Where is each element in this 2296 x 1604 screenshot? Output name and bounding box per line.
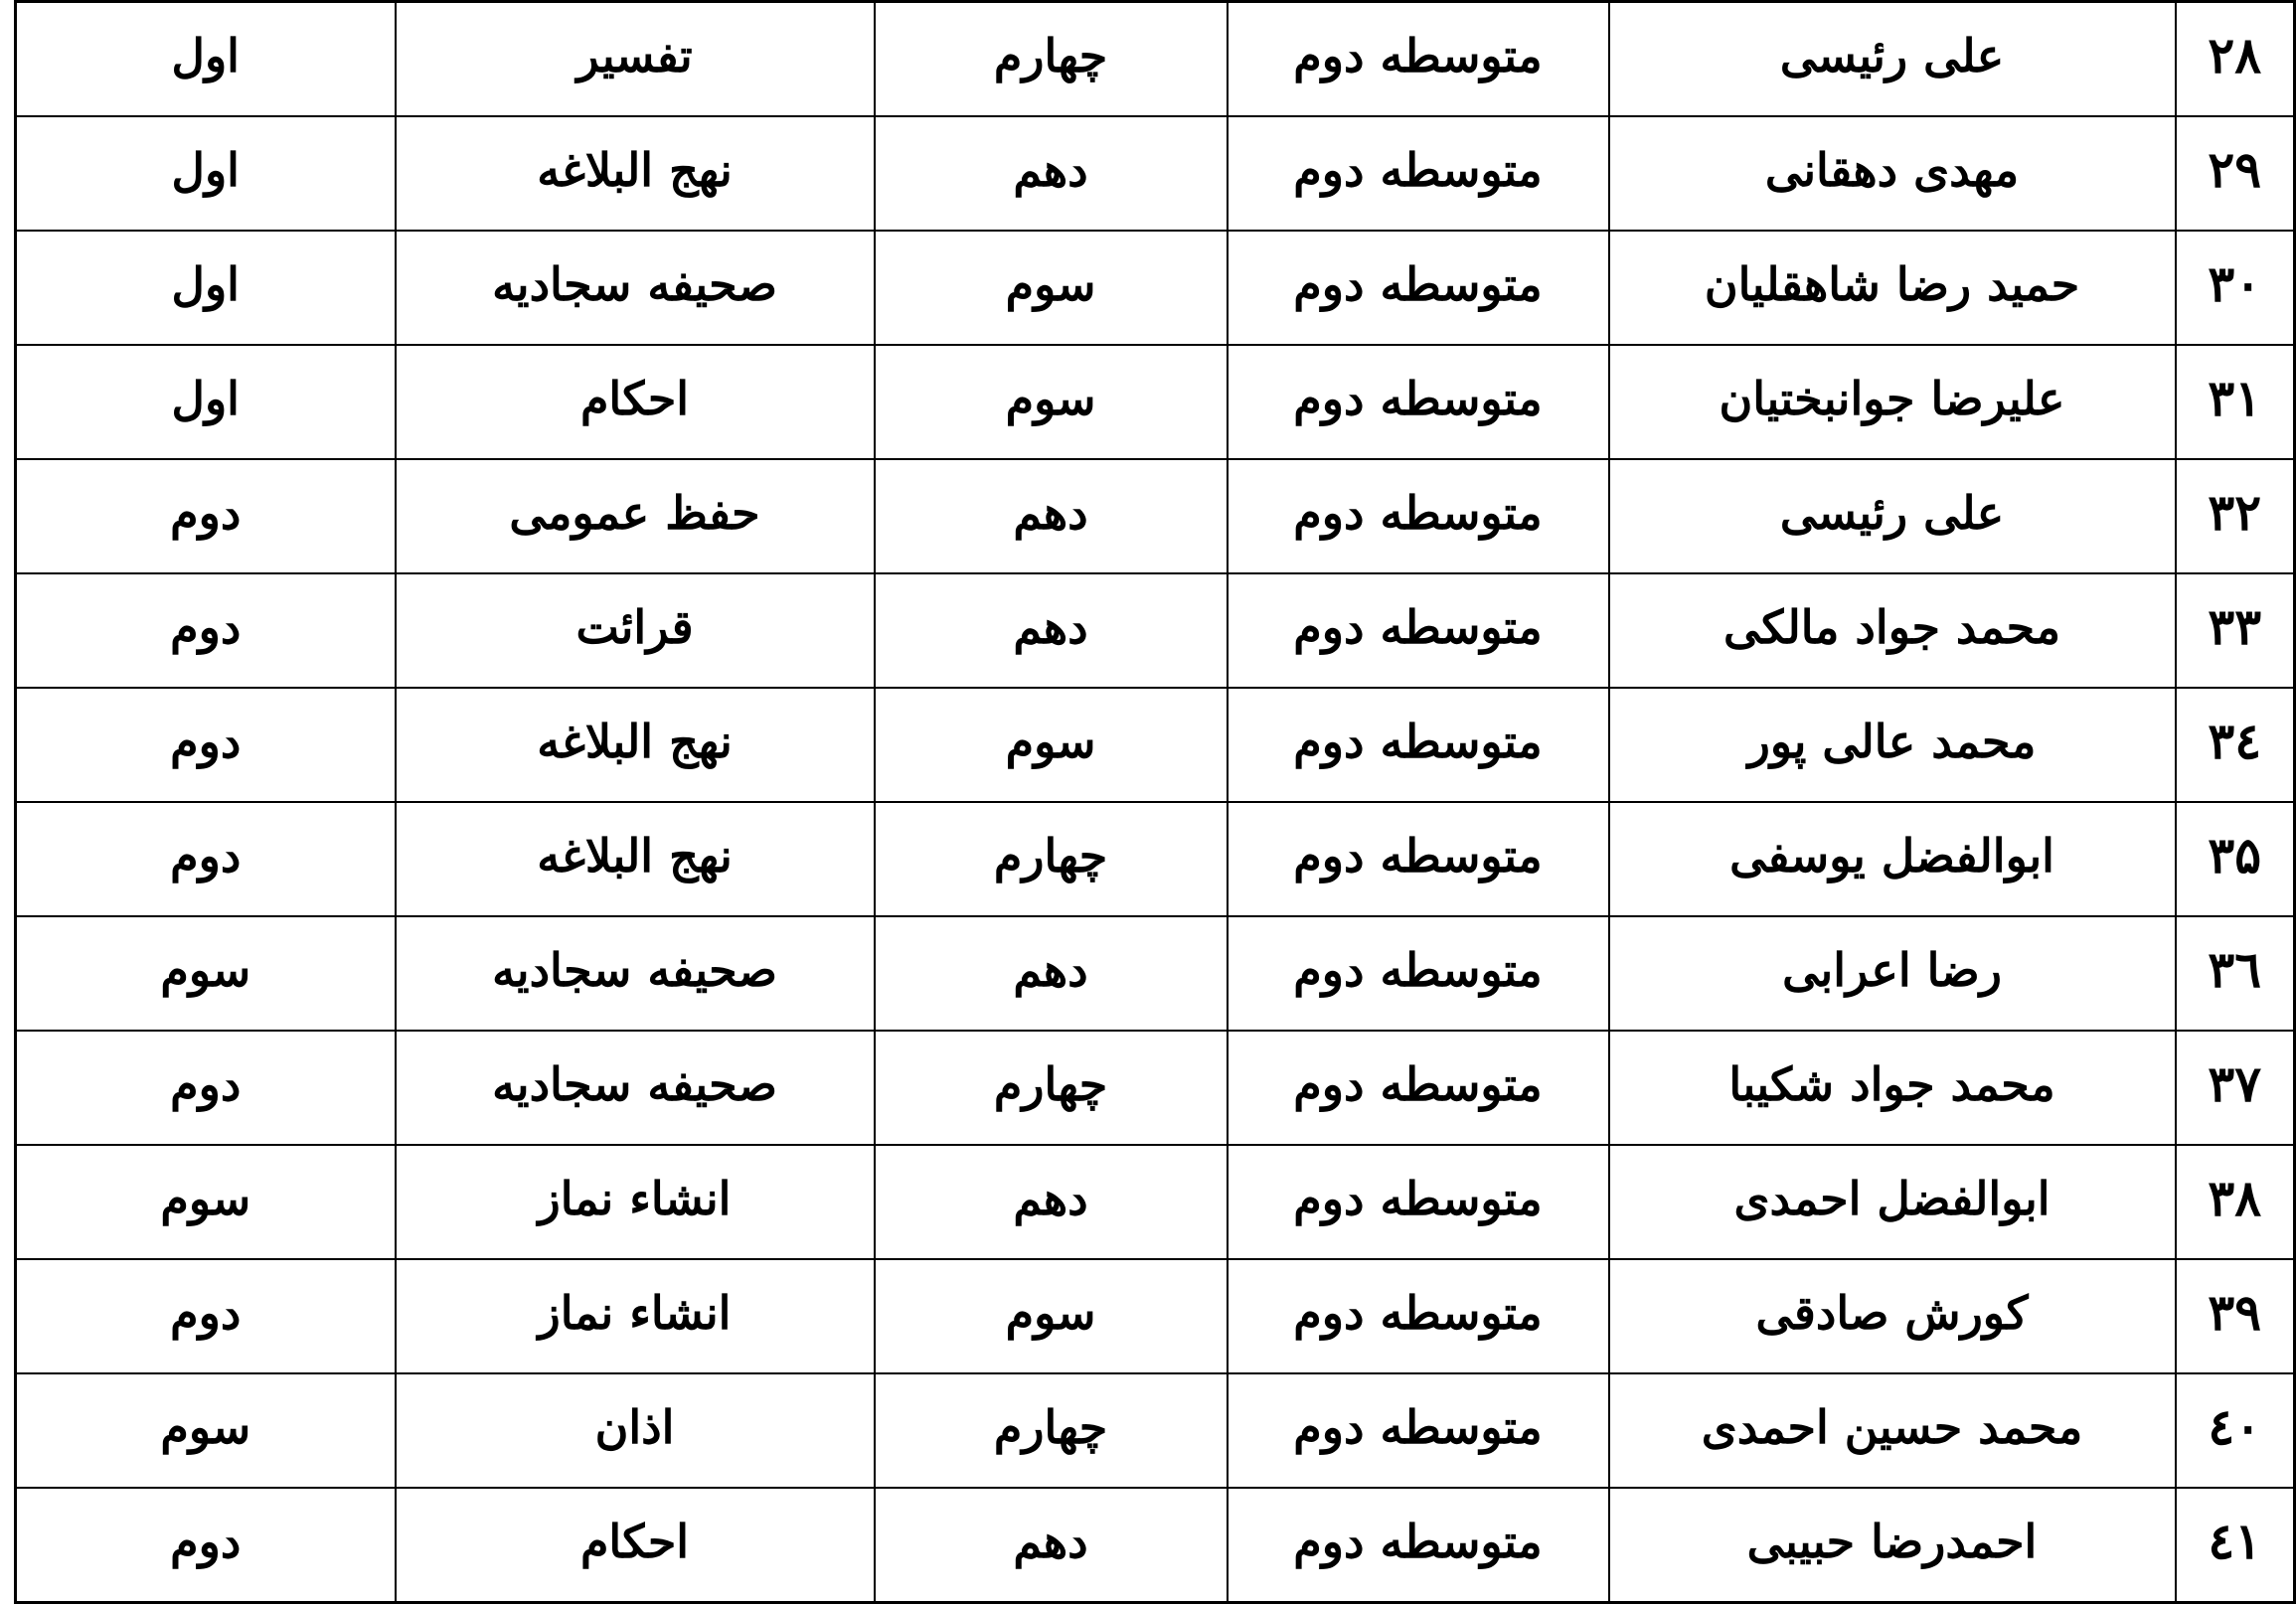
student-name-cell: محمد جواد مالکی <box>1609 573 2176 688</box>
rank-cell: اول <box>16 345 396 459</box>
table-row <box>16 1259 2295 1373</box>
results-table <box>14 0 2296 1604</box>
student-name-cell: محمد حسین احمدی <box>1609 1373 2176 1488</box>
subject-cell: انشاء نماز <box>396 1145 875 1259</box>
rank-cell: اول <box>16 2 396 117</box>
school-level-cell: متوسطه دوم <box>1228 1373 1609 1488</box>
student-name-cell: محمد عالی پور <box>1609 688 2176 802</box>
row-number-cell: ۳٦ <box>2176 916 2295 1031</box>
grade-cell: دهم <box>875 1488 1228 1603</box>
grade-cell: چهارم <box>875 1373 1228 1488</box>
table-row <box>16 116 2295 231</box>
rank-cell: سوم <box>16 916 396 1031</box>
school-level-cell: متوسطه دوم <box>1228 1031 1609 1145</box>
rank-cell: دوم <box>16 573 396 688</box>
student-name-cell: احمدرضا حبیبی <box>1609 1488 2176 1603</box>
grade-cell: چهارم <box>875 802 1228 916</box>
table-row <box>16 916 2295 1031</box>
table-body <box>16 2 2295 1603</box>
student-name-cell: علیرضا جوانبختیان <box>1609 345 2176 459</box>
row-number-cell: ۳۲ <box>2176 459 2295 573</box>
school-level-cell: متوسطه دوم <box>1228 916 1609 1031</box>
row-number-cell: ۳۷ <box>2176 1031 2295 1145</box>
grade-cell: دهم <box>875 116 1228 231</box>
rank-cell: دوم <box>16 1259 396 1373</box>
row-number-cell: ۳٤ <box>2176 688 2295 802</box>
subject-cell: انشاء نماز <box>396 1259 875 1373</box>
student-name-cell: رضا اعرابی <box>1609 916 2176 1031</box>
school-level-cell: متوسطه دوم <box>1228 1259 1609 1373</box>
school-level-cell: متوسطه دوم <box>1228 1488 1609 1603</box>
school-level-cell: متوسطه دوم <box>1228 688 1609 802</box>
subject-cell: احکام <box>396 1488 875 1603</box>
row-number-cell: ۳۹ <box>2176 1259 2295 1373</box>
table-row <box>16 231 2295 345</box>
subject-cell: قرائت <box>396 573 875 688</box>
rank-cell: سوم <box>16 1373 396 1488</box>
row-number-cell: ۳۳ <box>2176 573 2295 688</box>
table-row <box>16 459 2295 573</box>
subject-cell: صحیفه سجادیه <box>396 916 875 1031</box>
school-level-cell: متوسطه دوم <box>1228 345 1609 459</box>
grade-cell: سوم <box>875 231 1228 345</box>
school-level-cell: متوسطه دوم <box>1228 1145 1609 1259</box>
rank-cell: سوم <box>16 1145 396 1259</box>
subject-cell: حفظ عمومی <box>396 459 875 573</box>
student-name-cell: محمد جواد شکیبا <box>1609 1031 2176 1145</box>
grade-cell: سوم <box>875 688 1228 802</box>
rank-cell: دوم <box>16 459 396 573</box>
grade-cell: دهم <box>875 916 1228 1031</box>
rank-cell: دوم <box>16 1488 396 1603</box>
row-number-cell: ۳۵ <box>2176 802 2295 916</box>
student-name-cell: کورش صادقی <box>1609 1259 2176 1373</box>
table-row <box>16 2 2295 117</box>
grade-cell: چهارم <box>875 2 1228 117</box>
school-level-cell: متوسطه دوم <box>1228 459 1609 573</box>
row-number-cell: ٤۱ <box>2176 1488 2295 1603</box>
table-row <box>16 1031 2295 1145</box>
school-level-cell: متوسطه دوم <box>1228 116 1609 231</box>
subject-cell: نهج البلاغه <box>396 116 875 231</box>
table-row <box>16 1145 2295 1259</box>
student-name-cell: علی رئیسی <box>1609 2 2176 117</box>
table-row <box>16 573 2295 688</box>
grade-cell: دهم <box>875 573 1228 688</box>
school-level-cell: متوسطه دوم <box>1228 231 1609 345</box>
table-row <box>16 802 2295 916</box>
subject-cell: اذان <box>396 1373 875 1488</box>
table-row <box>16 1488 2295 1603</box>
grade-cell: سوم <box>875 345 1228 459</box>
grade-cell: دهم <box>875 1145 1228 1259</box>
grade-cell: سوم <box>875 1259 1228 1373</box>
row-number-cell: ۳۸ <box>2176 1145 2295 1259</box>
grade-cell: دهم <box>875 459 1228 573</box>
subject-cell: صحیفه سجادیه <box>396 1031 875 1145</box>
rank-cell: دوم <box>16 1031 396 1145</box>
rank-cell: اول <box>16 231 396 345</box>
school-level-cell: متوسطه دوم <box>1228 573 1609 688</box>
subject-cell: نهج البلاغه <box>396 688 875 802</box>
rank-cell: اول <box>16 116 396 231</box>
table-row <box>16 345 2295 459</box>
school-level-cell: متوسطه دوم <box>1228 2 1609 117</box>
school-level-cell: متوسطه دوم <box>1228 802 1609 916</box>
subject-cell: احکام <box>396 345 875 459</box>
subject-cell: صحیفه سجادیه <box>396 231 875 345</box>
row-number-cell: ۲۸ <box>2176 2 2295 117</box>
subject-cell: نهج البلاغه <box>396 802 875 916</box>
table-row <box>16 688 2295 802</box>
row-number-cell: ٤۰ <box>2176 1373 2295 1488</box>
rank-cell: دوم <box>16 688 396 802</box>
student-name-cell: ابوالفضل احمدی <box>1609 1145 2176 1259</box>
row-number-cell: ۳۱ <box>2176 345 2295 459</box>
row-number-cell: ۳۰ <box>2176 231 2295 345</box>
student-name-cell: ابوالفضل یوسفی <box>1609 802 2176 916</box>
row-number-cell: ۲۹ <box>2176 116 2295 231</box>
rank-cell: دوم <box>16 802 396 916</box>
grade-cell: چهارم <box>875 1031 1228 1145</box>
table-row <box>16 1373 2295 1488</box>
student-name-cell: مهدی دهقانی <box>1609 116 2176 231</box>
student-name-cell: حمید رضا شاهقلیان <box>1609 231 2176 345</box>
student-name-cell: علی رئیسی <box>1609 459 2176 573</box>
subject-cell: تفسیر <box>396 2 875 117</box>
